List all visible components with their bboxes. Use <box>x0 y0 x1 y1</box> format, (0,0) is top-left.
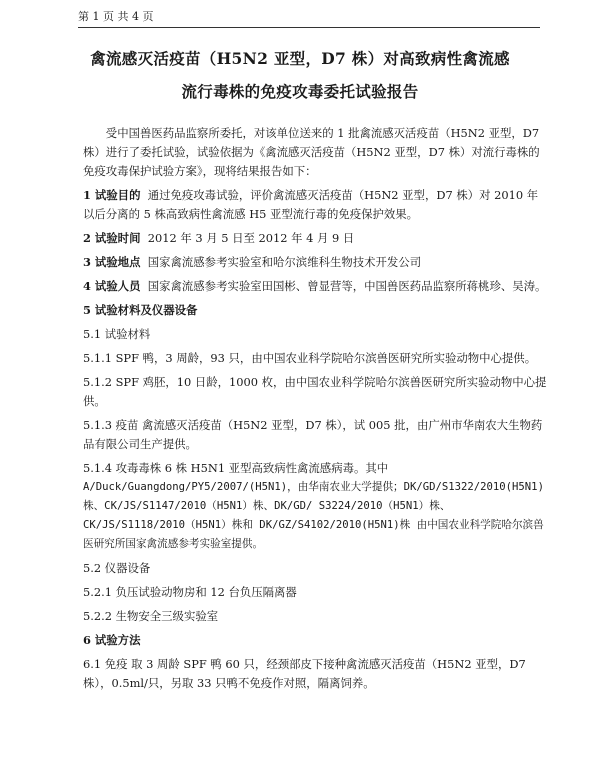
section-4-text: 国家禽流感参考实验室田国彬、曾显营等，中国兽医药品监察所蒋桃珍、吴涛。 <box>147 279 547 293</box>
section-1-heading: 1 试验目的 <box>83 188 141 202</box>
section-2-text: 2012 年 3 月 5 日至 2012 年 4 月 9 日 <box>147 231 355 245</box>
section-5-heading: 5 试验材料及仪器设备 <box>83 303 198 317</box>
section-6-1: 6.1 免疫 取 3 周龄 SPF 鸭 60 只，经颈部皮下接种禽流感灭活疫苗（H5N2 亚型，D7 株），0.5ml/只，另取 33 只鸭不免疫作对照，隔离饲养。 <box>83 657 526 690</box>
report-title-line-2: 流行毒株的免疫攻毒委托试验报告 <box>181 82 419 101</box>
section-5-1-4-strains: A/Duck/Guangdong/PY5/2007/(H5N1)，由华南农业大学提供；DK/GD/S1322/2010(H5N1)株、CK/JS/S1147/2010（H5N1）株、DK/GD/ S3224/2010（H5N1）株、CK/JS/S1118/2010（H5N1）株和 DK/GZ/S4102/2010(H5N1)株 由中国农业科学院哈尔滨兽医研究所国家禽流感参考实验室提供。 <box>83 481 544 550</box>
section-4-heading: 4 试验人员 <box>83 279 141 293</box>
section-5-1-4: 5.1.4 攻毒毒株 6 株 H5N1 亚型高致病性禽流感病毒。其中 <box>83 461 389 475</box>
section-5-2: 5.2 仪器设备 <box>83 561 151 575</box>
section-2-heading: 2 试验时间 <box>83 231 141 245</box>
section-5-1-1: 5.1.1 SPF 鸭，3 周龄，93 只，由中国农业科学院哈尔滨兽医研究所实验动物中心提供。 <box>83 351 537 365</box>
section-6-heading: 6 试验方法 <box>83 633 141 647</box>
report-title-line-1: 禽流感灭活疫苗（H5N2 亚型，D7 株）对高致病性禽流感 <box>90 49 510 68</box>
section-1 <box>83 186 548 224</box>
section-3 <box>83 253 548 272</box>
section-3-heading: 3 试验地点 <box>83 255 141 269</box>
section-2 <box>83 229 548 248</box>
intro-paragraph: 受中国兽医药品监察所委托，对该单位送来的 1 批禽流感灭活疫苗（H5N2 亚型，D7 株）进行了委托试验，试验依据为《禽流感灭活疫苗（H5N2 亚型，D7 株）对流行毒株的免疫攻毒保护试验方案》，现将结果报告如下： <box>83 126 540 178</box>
section-5-1-2: 5.1.2 SPF 鸡胚，10 日龄，1000 枚，由中国农业科学院哈尔滨兽医研究所实验动物中心提供。 <box>83 375 547 408</box>
section-1-text: 通过免疫攻毒试验，评价禽流感灭活疫苗（H5N2 亚型，D7 株）对 2010 年以后分离的 5 株高致病性禽流感 H5 亚型流行毒的免疫保护效果。 <box>83 188 539 221</box>
section-3-text: 国家禽流感参考实验室和哈尔滨维科生物技术开发公司 <box>147 255 422 269</box>
section-4 <box>83 277 548 296</box>
section-5-1: 5.1 试验材料 <box>83 327 151 341</box>
section-5-2-2: 5.2.2 生物安全三级实验室 <box>83 609 219 623</box>
page-header: 第 1 页 共 4 页 <box>78 8 540 28</box>
section-5-2-1: 5.2.1 负压试验动物房和 12 台负压隔离器 <box>83 585 297 599</box>
report-body <box>83 124 548 693</box>
section-5-1-3: 5.1.3 疫苗 禽流感灭活疫苗（H5N2 亚型，D7 株），试 005 批，由广州市华南农大生物药品有限公司生产提供。 <box>83 418 543 451</box>
